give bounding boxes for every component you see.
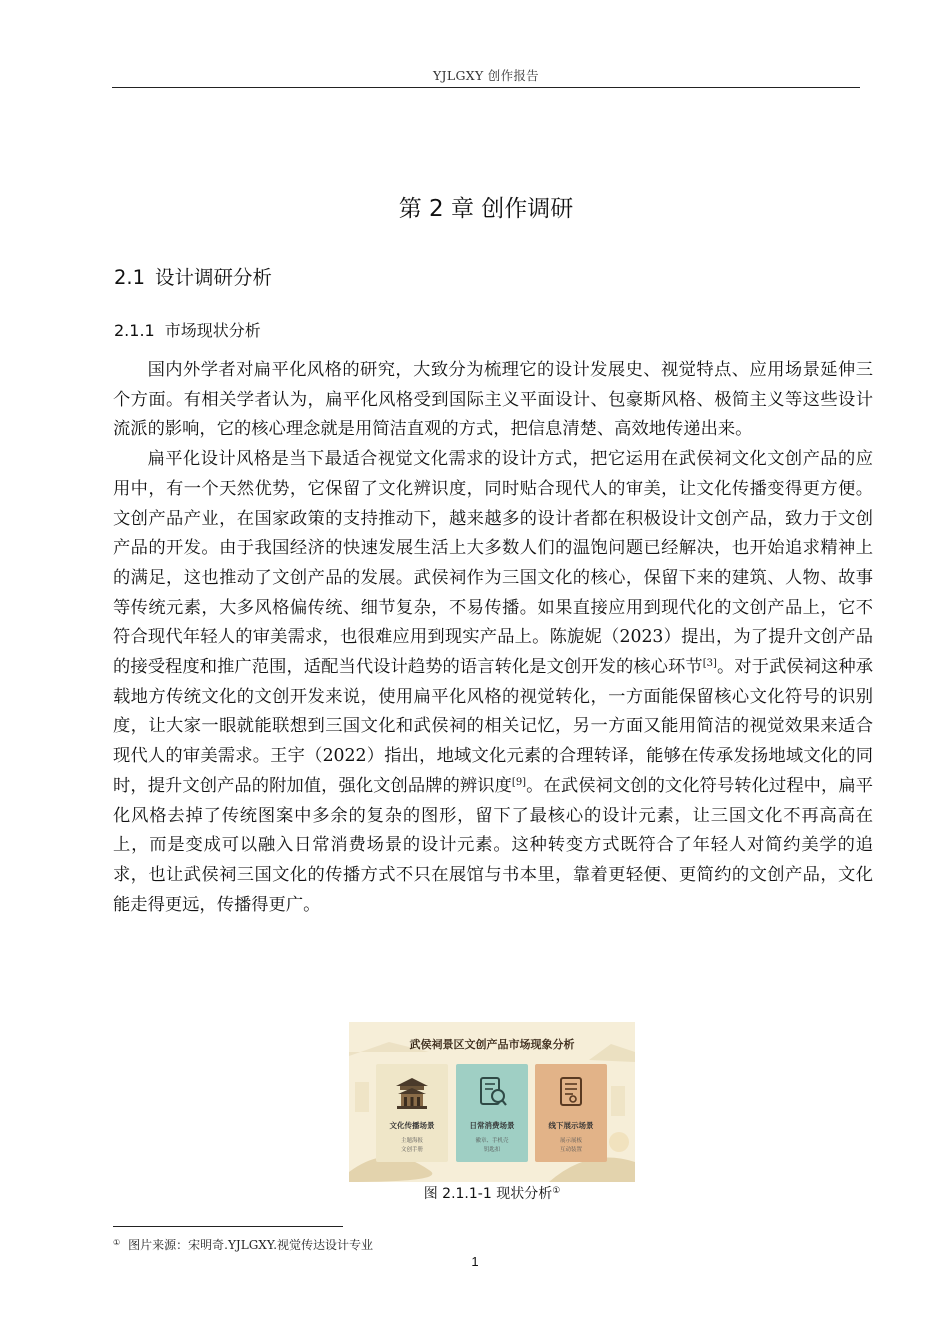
- section-title: 设计调研分析: [155, 266, 273, 289]
- panel-title: 线下展示场景: [548, 1121, 594, 1130]
- paragraph-1: 国内外学者对扁平化风格的研究，大致分为梳理它的设计发展史、视觉特点、应用场景延伸三个方面。有相关学者认为，扁平化风格受到国际主义平面设计、包豪斯风格、极简主义等这些设计流派的影响，它的核心理念就是用简洁直观的方式，把信息清楚、高效地传递出来。: [113, 360, 873, 440]
- board-icon: [535, 1074, 607, 1110]
- panel-subtitle: 主题海报: [400, 1138, 423, 1144]
- figure-market-analysis: [349, 1022, 635, 1182]
- header-rule: [112, 87, 860, 88]
- figure-footnote-mark[interactable]: ①: [552, 1186, 561, 1196]
- panel-daily-consumption: [456, 1064, 528, 1162]
- footnote-text: 图片来源：宋明奇.YJLGXY.视觉传达设计专业: [128, 1238, 374, 1252]
- panel-offline-display: [535, 1064, 607, 1162]
- panel-subtitle: 徽章、手机壳: [475, 1138, 509, 1144]
- panel-subtitle: 钥匙扣: [483, 1147, 501, 1153]
- citation-ref-9[interactable]: [9]: [511, 776, 527, 788]
- panel-title: 文化传播场景: [389, 1121, 435, 1130]
- paragraph-2-part-c: 。在武侯祠文创的文化符号转化过程中，扁平化风格去掉了传统图案中多余的复杂的图形，留下了最核心的设计元素，让三国文化不再高高在上，而是变成可以融入日常消费场景的设计元素。这种转变方式既符合了年轻人对简约美学的追求，也让武侯祠三国文化的传播方式不只在展馆与书本里，靠着更轻便、更简约的文创产品，文化能走得更远，传播得更广。: [113, 775, 873, 915]
- badge-icon: [456, 1074, 528, 1110]
- panel-subtitle: 文创手册: [400, 1147, 423, 1153]
- panel-subtitle: 互动装置: [559, 1147, 582, 1153]
- temple-icon: [376, 1074, 448, 1110]
- subsection-number: 2.1.1: [114, 321, 155, 340]
- paragraph-2-part-b: 。对于武侯祠这种承载地方传统文化的文创开发来说，使用扁平化风格的视觉转化，一方面能保留核心文化符号的识别度，让大家一眼就能联想到三国文化和武侯祠的相关记忆，另一方面又能用简洁的视觉效果来适合现代人的审美需求。王宇（2022）指出，地域文化元素的合理转译，能够在传承发扬地域文化的同时，提升文创产品的附加值，强化文创品牌的辨识度: [113, 657, 873, 796]
- section-heading: [114, 262, 272, 290]
- figure-title: 武侯祠景区文创产品市场现象分析: [409, 1038, 575, 1051]
- footnote: [113, 1236, 373, 1253]
- paragraph-2-part-a: 扁平化设计风格是当下最适合视觉文化需求的设计方式，把它运用在武侯祠文化文创产品的应用中，有一个天然优势，它保留了文化辨识度，同时贴合现代人的审美，让文化传播变得更方便。文创产品产业，在国家政策的支持推动下，越来越多的设计者都在积极设计文创产品，致力于文创产品的开发。由于我国经济的快速发展生活上大多数人们的温饱问题已经解决，也开始追求精神上的满足，这也推动了文创产品的发展。武侯祠作为三国文化的核心，保留下来的建筑、人物、故事等传统元素，大多风格偏传统、细节复杂，不易传播。如果直接应用到现代化的文创产品上，它不符合现代年轻人的审美需求，也很难应用到现实产品上。陈旎妮（2023）提出，为了提升文创产品的接受程度和推广范围，适配当代设计趋势的语言转化是文创开发的核心环节: [113, 449, 873, 678]
- subsection-title: 市场现状分析: [164, 321, 261, 340]
- running-header: YJLGXY 创作报告: [433, 68, 539, 83]
- panel-culture-spread: [376, 1064, 448, 1162]
- figure-caption-text: 图 2.1.1-1 现状分析: [423, 1186, 553, 1202]
- page-number: 1: [471, 1254, 479, 1269]
- paragraph-2: [113, 445, 873, 920]
- subsection-heading: [114, 318, 261, 341]
- citation-ref-3[interactable]: [3]: [702, 658, 717, 670]
- footnote-mark: ①: [113, 1238, 121, 1247]
- panel-subtitle: 展示展板: [559, 1138, 582, 1144]
- chapter-title: 第 2 章 创作调研: [398, 196, 574, 222]
- body-text: [113, 356, 873, 920]
- figure-caption: [349, 1183, 635, 1203]
- footnote-rule: [113, 1226, 343, 1227]
- panel-title: 日常消费场景: [469, 1121, 515, 1130]
- section-number: 2.1: [114, 266, 146, 289]
